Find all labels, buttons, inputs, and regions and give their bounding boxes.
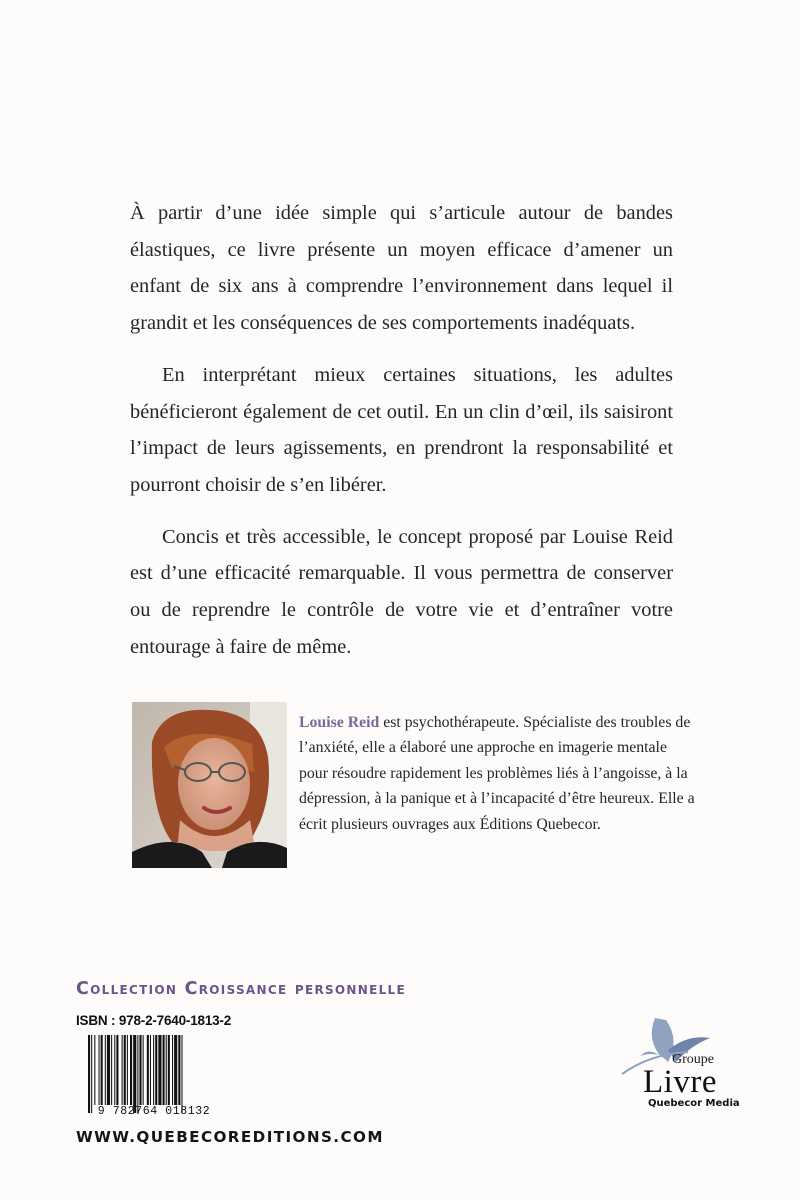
logo-quebecor-media-text: Quebecor Media — [648, 1098, 740, 1109]
barcode-digits: 9 782764 018132 — [97, 1105, 211, 1118]
book-blurb — [130, 195, 673, 680]
author-photo — [132, 702, 287, 868]
logo-groupe-text: Groupe — [672, 1052, 714, 1067]
collection-title: Collection Croissance personnelle — [76, 979, 406, 999]
author-bio — [299, 710, 699, 837]
author-bio-text: est psychothérapeute. Spécialiste des troubles de l’anxiété, elle a élaboré une approche en imagerie mentale pour résoudre rapidement les problèmes liés à l’angoisse, à la dépression, à la panique et à l’incapacité d’être heureux. Elle a écrit plusieurs ouvrages aux Éditions Quebecor. — [299, 714, 695, 833]
isbn-label: ISBN : 978-2-7640-1813-2 — [76, 1013, 232, 1028]
logo-livre-text: Livre — [643, 1064, 717, 1100]
blurb-paragraph-1: À partir d’une idée simple qui s’articule autour de bandes élastiques, ce livre présente un moyen efficace d’amener un enfant de six ans à comprendre l’environnement dans lequel il grandit et les conséquences de ses comportements inadéquats. — [130, 202, 673, 335]
website-url: WWW.QUEBECOREDITIONS.COM — [76, 1128, 384, 1146]
author-name: Louise Reid — [299, 714, 380, 731]
blurb-paragraph-2: En interprétant mieux certaines situations, les adultes bénéficieront également de cet outil. En un clin d’œil, ils saisiront l’impact de leurs agissements, en prendront la responsabilité et pourront choisir de s’en libérer. — [130, 363, 673, 496]
blurb-paragraph-3: Concis et très accessible, le concept proposé par Louise Reid est d’une efficacité remarquable. Il vous permettra de conserver ou de reprendre le contrôle de votre vie et d’entraîner votre entourage à faire de même. — [130, 525, 673, 658]
